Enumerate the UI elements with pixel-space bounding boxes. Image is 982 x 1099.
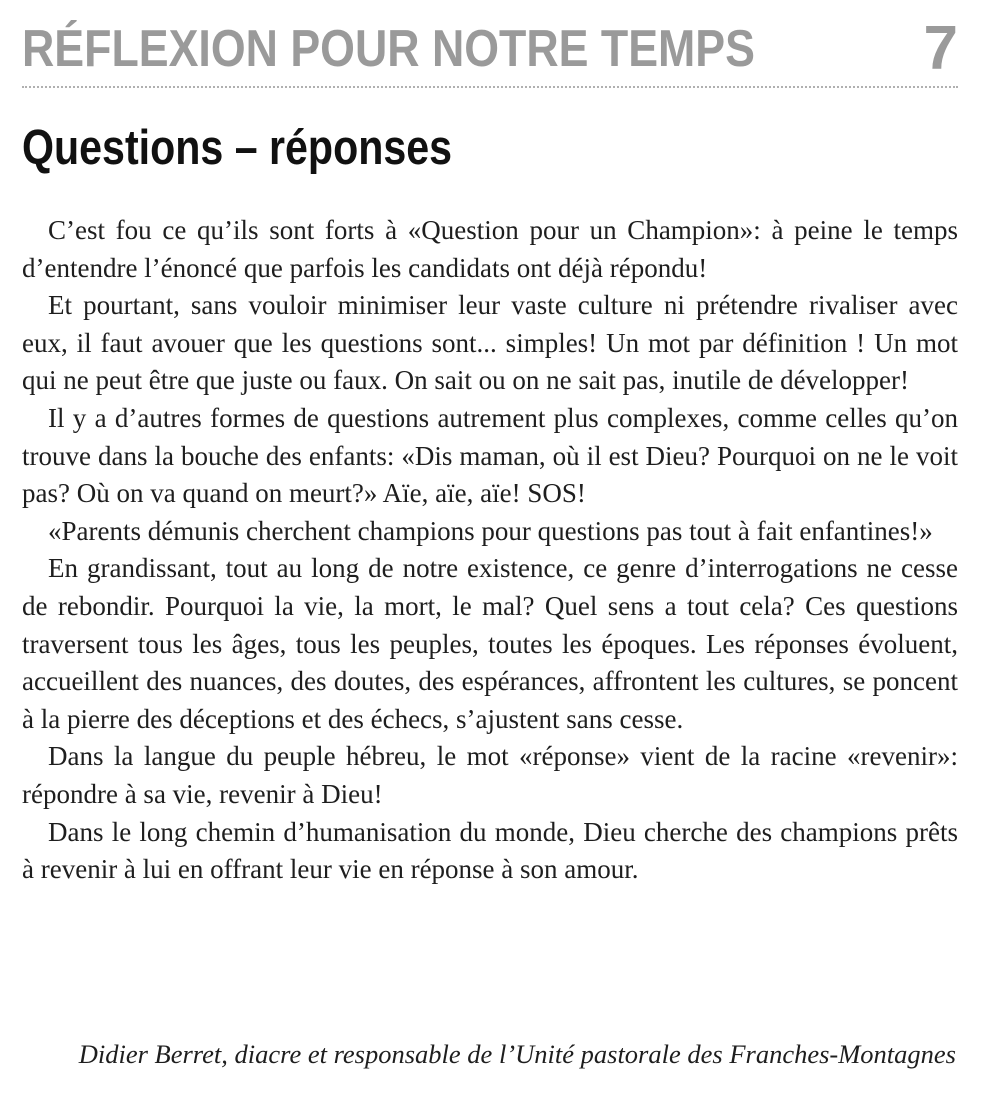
article-title: Questions – réponses: [22, 121, 453, 175]
article-body: [22, 212, 958, 889]
paragraph: «Parents démunis cherchent champions pour questions pas tout à fait enfantines!»: [48, 515, 933, 546]
paragraph: Et pourtant, sans vouloir minimiser leur vaste culture ni prétendre rivaliser avec eux, il faut avouer que les questions sont... simples! Un mot par définition ! Un mot qui ne peut être que juste ou faux. On sait ou on ne sait pas, inutile de développer!: [22, 290, 958, 396]
paragraph: Dans le long chemin d’humanisation du monde, Dieu cherche des champions prêts à revenir à lui en offrant leur vie en réponse à son amour.: [22, 816, 958, 885]
header-divider: [22, 86, 958, 88]
page-number: 7: [923, 14, 958, 83]
paragraph: Il y a d’autres formes de questions autrement plus complexes, comme celles qu’on trouve dans la bouche des enfants: «Dis maman, où il est Dieu? Pourquoi on ne le voit pas? Où on va quand on meurt?» Aïe, aïe, aïe! SOS!: [22, 402, 958, 509]
section-title: RÉFLEXION POUR NOTRE TEMPS: [22, 20, 755, 78]
author-signature: Didier Berret, diacre et responsable de l’Unité pastorale des Franches-Montagnes: [78, 1039, 956, 1069]
paragraph: C’est fou ce qu’ils sont forts à «Question pour un Champion»: à peine le temps d’entendre l’énoncé que parfois les candidats ont déjà répondu!: [22, 215, 958, 283]
page-header: [22, 14, 958, 84]
paragraph: Dans la langue du peuple hébreu, le mot «réponse» vient de la racine «revenir»: répondre à sa vie, revenir à Dieu!: [22, 741, 958, 809]
paragraph: En grandissant, tout au long de notre existence, ce genre d’interrogations ne cesse de rebondir. Pourquoi la vie, la mort, le mal? Quel sens a tout cela? Ces questions traversent tous les âges, tous les peuples, toutes les époques. Les réponses évoluent, accueillent des nuances, des doutes, des espérances, affrontent les cultures, se poncent à la pierre des déceptions et des échecs, s’ajustent sans cesse.: [22, 553, 958, 734]
